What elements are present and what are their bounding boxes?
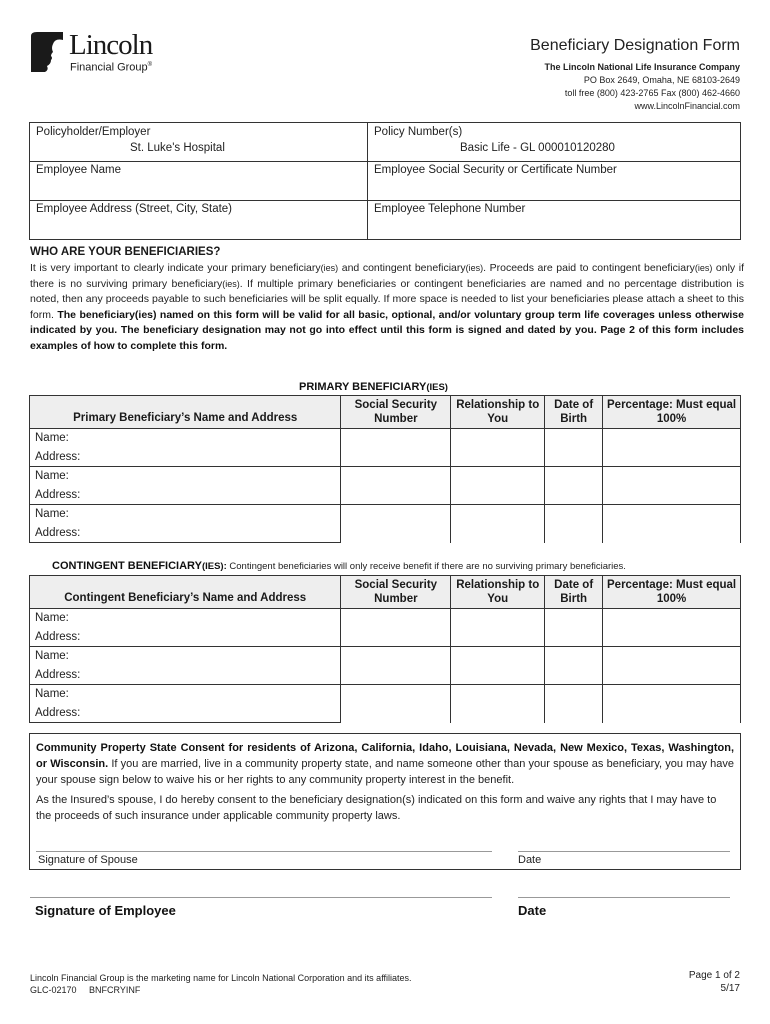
community-property-consent [29, 733, 741, 870]
contingent-2-relationship-field[interactable] [451, 647, 545, 685]
primary-3-ssn-field[interactable] [341, 505, 451, 543]
logo-subtitle: Financial Group® [70, 61, 153, 74]
contingent-percentage-header: Percentage: Must equal 100% [603, 576, 741, 609]
employee-telephone-field[interactable]: Employee Telephone Number [374, 203, 526, 215]
table-row [30, 429, 741, 448]
contingent-3-relationship-field[interactable] [451, 685, 545, 723]
primary-1-relationship-field[interactable] [451, 429, 545, 467]
primary-relationship-header: Relationship to You [451, 396, 545, 429]
primary-2-name-field[interactable]: Name: [30, 467, 341, 486]
primary-ssn-header: Social Security Number [341, 396, 451, 429]
primary-1-address-field[interactable]: Address: [30, 448, 341, 467]
employee-ssn-field[interactable]: Employee Social Security or Certificate Number [374, 164, 617, 176]
beneficiaries-heading: WHO ARE YOUR BENEFICIARIES? [30, 246, 221, 258]
contingent-dob-header: Date of Birth [545, 576, 603, 609]
contingent-2-ssn-field[interactable] [341, 647, 451, 685]
contingent-1-ssn-field[interactable] [341, 609, 451, 647]
employee-name-field[interactable]: Employee Name [36, 164, 122, 176]
spouse-date-label: Date [518, 854, 542, 866]
contingent-3-dob-field[interactable] [545, 685, 603, 723]
contingent-3-name-field[interactable]: Name: [30, 685, 341, 704]
policyholder-field[interactable]: St. Luke's Hospital [130, 142, 225, 154]
primary-2-ssn-field[interactable] [341, 467, 451, 505]
primary-2-percentage-field[interactable] [603, 467, 741, 505]
policy-number-field[interactable]: Basic Life - GL 000010120280 [460, 142, 615, 154]
contingent-1-dob-field[interactable] [545, 609, 603, 647]
table-row [30, 505, 741, 524]
contingent-3-percentage-field[interactable] [603, 685, 741, 723]
policyholder-label: Policyholder/Employer [36, 126, 151, 138]
contingent-section-title: CONTINGENT BENEFICIARY(IES): Contingent beneficiaries will only receive benefit if there are no surviving primary beneficiaries. [52, 560, 626, 572]
primary-dob-header: Date of Birth [545, 396, 603, 429]
contingent-name-header: Contingent Beneficiary’s Name and Address [30, 576, 341, 609]
primary-percentage-header: Percentage: Must equal 100% [603, 396, 741, 429]
contingent-2-dob-field[interactable] [545, 647, 603, 685]
revision-date: 5/17 [720, 983, 740, 994]
employee-signature-line[interactable] [30, 897, 492, 898]
logo-name: Lincoln [69, 29, 153, 61]
spouse-date-line[interactable] [518, 851, 730, 852]
employee-info-grid [29, 122, 741, 240]
table-row [30, 685, 741, 704]
primary-2-relationship-field[interactable] [451, 467, 545, 505]
primary-3-address-field[interactable]: Address: [30, 524, 341, 543]
contingent-1-percentage-field[interactable] [603, 609, 741, 647]
contingent-2-address-field[interactable]: Address: [30, 666, 341, 685]
contingent-1-relationship-field[interactable] [451, 609, 545, 647]
contingent-2-name-field[interactable]: Name: [30, 647, 341, 666]
table-row [30, 467, 741, 486]
contingent-2-percentage-field[interactable] [603, 647, 741, 685]
footer-right [689, 969, 740, 995]
employee-address-field[interactable]: Employee Address (Street, City, State) [36, 203, 233, 215]
contingent-beneficiary-table [29, 575, 741, 723]
footer-left [30, 972, 412, 996]
beneficiaries-instructions: It is very important to clearly indicate your primary beneficiary(ies) and contingent beneficiary(ies). Proceeds are paid to contingent beneficiary(ies) only if there is no surviving primary beneficiary(ies). If multiple primary beneficiaries or contingent beneficiaries are named and no percentage distribution is noted, then any proceeds payable to such beneficiaries will be split equally. If more space is needed to list your beneficiaries please attach a sheet to this form. The beneficiary(ies) named on this form will be valid for all basic, optional, and/or voluntary group term life coverages unless otherwise indicated by you. The beneficiary designation may not go into effect until this form is signed and dated by you. Page 2 of this form includes examples of how to complete this form. [30, 262, 744, 352]
primary-1-ssn-field[interactable] [341, 429, 451, 467]
primary-2-dob-field[interactable] [545, 467, 603, 505]
company-phone: toll free (800) 423-2765 Fax (800) 462-4660 [564, 88, 740, 98]
employee-signature-label: Signature of Employee [35, 903, 176, 918]
company-address: PO Box 2649, Omaha, NE 68103-2649 [583, 75, 740, 85]
primary-1-dob-field[interactable] [545, 429, 603, 467]
form-title: Beneficiary Designation Form [530, 37, 740, 54]
primary-3-dob-field[interactable] [545, 505, 603, 543]
primary-1-name-field[interactable]: Name: [30, 429, 341, 448]
contingent-3-address-field[interactable]: Address: [30, 704, 341, 723]
spouse-signature-line[interactable] [36, 851, 492, 852]
primary-3-relationship-field[interactable] [451, 505, 545, 543]
footer-marketing: Lincoln Financial Group is the marketing name for Lincoln National Corporation and its affiliates. [30, 973, 412, 983]
employee-date-label: Date [518, 903, 547, 918]
table-row [30, 609, 741, 628]
page-number: Page 1 of 2 [688, 970, 740, 981]
primary-beneficiary-table [29, 395, 741, 543]
consent-instructions: Community Property State Consent for residents of Arizona, California, Idaho, Louisiana, Nevada, New Mexico, Texas, Washington, or Wisconsin. If you are married, live in a community property state, and name someone other than your spouse as beneficiary, you may have your spouse sign below to waive his or her rights to any community property interest in the benefit. [36, 742, 734, 786]
policy-number-label: Policy Number(s) [374, 126, 463, 138]
spouse-signature-label: Signature of Spouse [38, 854, 138, 866]
primary-section-title: PRIMARY BENEFICIARY(IES) [299, 381, 448, 393]
company-info [544, 61, 740, 113]
footer-form-code: GLC-02170 BNFCRYINF [30, 985, 141, 995]
primary-3-name-field[interactable]: Name: [30, 505, 341, 524]
consent-statement: As the Insured’s spouse, I do hereby consent to the beneficiary designation(s) indicated on this form and waive any rights that I may have to the proceeds of such insurance under applicable community property laws. [36, 794, 717, 822]
primary-1-percentage-field[interactable] [603, 429, 741, 467]
employee-date-line[interactable] [518, 897, 730, 898]
company-name: The Lincoln National Life Insurance Company [544, 62, 740, 72]
table-row [30, 647, 741, 666]
company-logo [29, 30, 169, 74]
primary-3-percentage-field[interactable] [603, 505, 741, 543]
lincoln-profile-icon [29, 32, 65, 72]
contingent-1-name-field[interactable]: Name: [30, 609, 341, 628]
contingent-3-ssn-field[interactable] [341, 685, 451, 723]
contingent-1-address-field[interactable]: Address: [30, 628, 341, 647]
primary-2-address-field[interactable]: Address: [30, 486, 341, 505]
primary-name-header: Primary Beneficiary’s Name and Address [30, 396, 341, 429]
company-website: www.LincolnFinancial.com [634, 101, 740, 111]
contingent-relationship-header: Relationship to You [451, 576, 545, 609]
contingent-ssn-header: Social Security Number [341, 576, 451, 609]
